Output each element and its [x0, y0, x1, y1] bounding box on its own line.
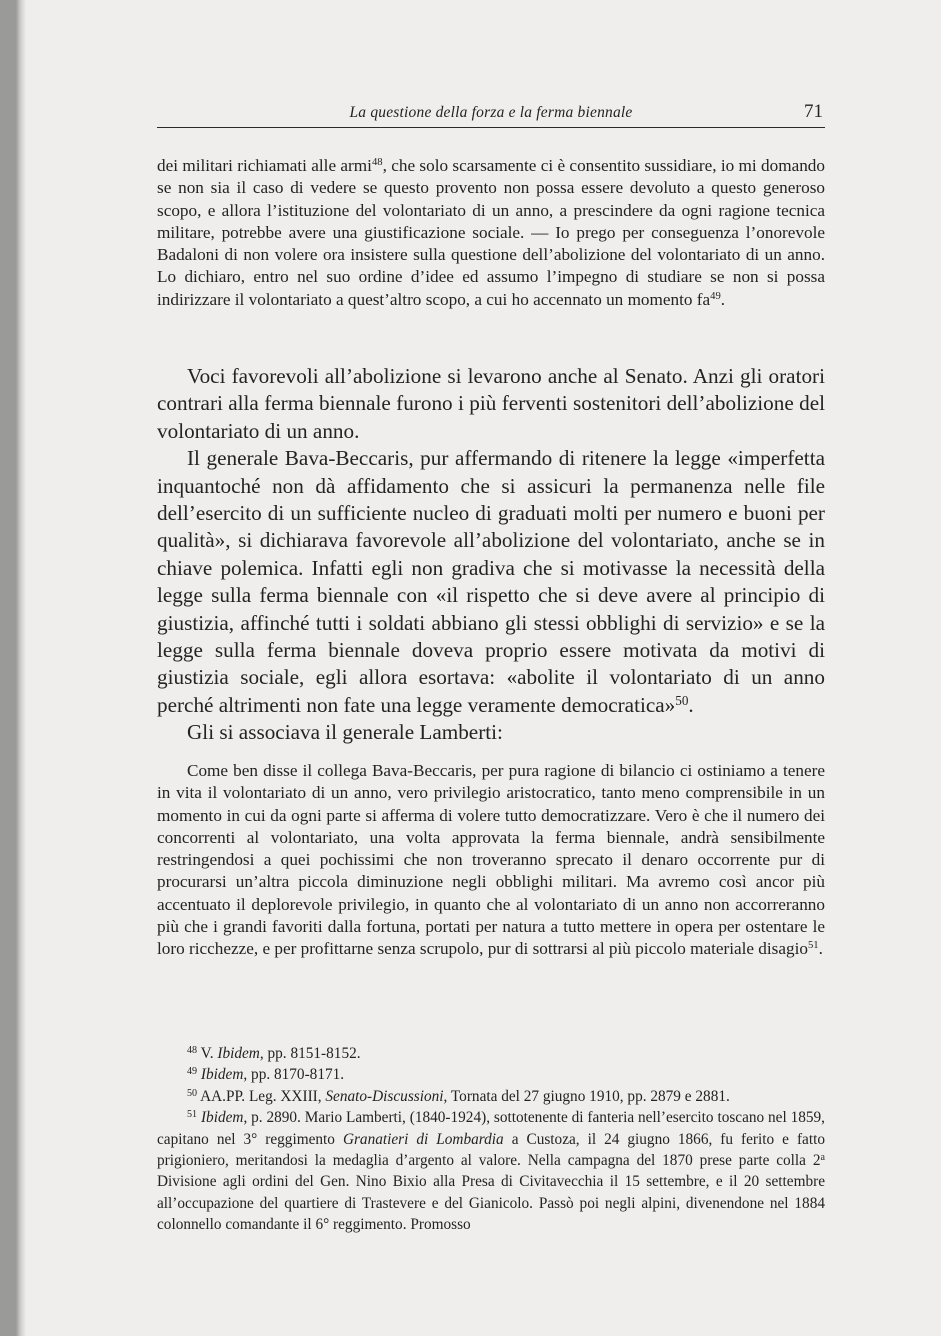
footnote-51: $^{51}$ Ibidem, p. 2890. Mario Lamberti, (1840-1924), sottotenente di fanteria nell’esercito toscano nel 1859, capitano nel 3° reggimento Granatieri di Lombardia a Custoza, il 24 giugno 1866, fu ferito e fatto prigioniero, meritandosi la medaglia d’argento al valore. Nella campagna del 1870 prese parte colla 2$^a$ Divisione agli ordini del Gen. Nino Bixio alla Presa di Civitavecchia il 15 settembre, e il 20 settembre all’occupazione del quartiere di Trastevere e del Gianicolo. Passò poi negli alpini, divenendone nel 1884 colonnello comandante il 6° reggimento. Promosso	[157, 1109, 826, 1234]
footnote-ref-48: 48	[371, 157, 383, 169]
body-text	[157, 363, 825, 747]
page-number: 71	[804, 101, 823, 122]
running-header	[157, 103, 825, 128]
paragraph: Gli si associava il generale Lamberti:	[187, 720, 503, 745]
block-quote	[157, 760, 825, 961]
footnote-50: $^{50}$ AA.PP. Leg. XXIII, Senato-Discussioni, Tornata del 27 giugno 1910, pp. 2879 e 2881.	[187, 1087, 730, 1105]
footnote-ref-51: 51	[807, 940, 819, 952]
binding-shadow	[0, 0, 26, 1336]
footnote-ref-49: 49	[710, 290, 721, 302]
quote-paragraph: Come ben disse il collega Bava-Beccaris, per pura ragione di bilancio ci ostiniamo a tenere in vita il volontariato di un anno, vero privilegio aristocratico, tanto meno comprensibile in un momento in cui da ogni parte si afferma di volere tutto democratizzare. Vero è che il numero dei concorrenti al volontariato, una volta approvata la ferma biennale, andrà sensibilmente restringendosi a quei pochissimi che non troveranno sprecato il denaro occorrente pur di procurarsi un’altra piccola diminuzione negli obblighi militari. Ma avremo così ancor più accentuato il deplorevole privilegio, in quanto che al volontariato di un anno non accorreranno più che i grandi favoriti dalla fortuna, portati per natura a tutto mettere in opera per ostentare le loro ricchezze, e per profittarne senza scrupolo, pur di sottrarsi al più piccolo materiale disagio$^{51}$.	[157, 761, 825, 959]
footnote-49: $^{49}$ Ibidem, pp. 8170-8171.	[187, 1066, 345, 1084]
paragraph: Il generale Bava-Beccaris, pur affermando di ritenere la legge «imperfetta inquantoché non dà affidamento che si assicuri la permanenza nelle file dell’esercito di un sufficiente nucleo di graduati molti per numero e buoni per qualità», si dichiarava favorevole all’abolizione del volontariato, anche se in chiave polemica. Infatti egli non gradiva che si motivasse la necessità della legge sulla ferma biennale con «il rispetto che si deve avere al principio di giustizia, affinché tutti i soldati abbiano gli stessi obblighi di servizio» e se la legge sulla ferma biennale doveva proprio essere motivata da motivi di giustizia sociale, egli allora esortava: «abolite il volontariato di un anno perché altrimenti non fate una legge veramente democratica»$^{50}$.	[157, 446, 825, 717]
paragraph: Voci favorevoli all’abolizione si levarono anche al Senato. Anzi gli oratori contrari alla ferma biennale furono i più ferventi sostenitori dell’abolizione del volontariato di un anno.	[157, 364, 825, 443]
running-title: La questione della forza e la ferma biennale	[349, 104, 633, 121]
footnote-ref-50: 50	[675, 692, 689, 708]
quote-text: , che solo scarsamente ci è consentito sussidiare, io mi domando se non sia il caso di vedere se questo provento non possa essere devoluto a questo generoso scopo, e allora l’istituzione del volontariato di un anno, a prescindere da ogni ragione tecnica militare, potrebbe avere una giustificazione sociale. — Io prego per conseguenza l’onorevole Badaloni di non volere ora insistere sulla questione dell’abolizione del volontariato di un anno. Lo dichiaro, entro nel suo ordine d’idee ed assumo l’impegno di studiare se non si possa indirizzare il volontariato a quest’altro scopo, a cui ho accennato un momento fa	[157, 156, 825, 309]
block-quote-continuation: dei militari richiamati alle armi$^{48}$, che solo scarsamente ci è consentito sussidiare, io mi domando se non sia il caso di vedere se questo provento non possa essere devoluto a questo generoso scopo, e allora l’istituzione del volontariato di un anno, a prescindere da ogni ragione tecnica militare, potrebbe avere una giustificazione sociale. — Io prego per conseguenza l’onorevole Badaloni di non volere ora insistere sulla questione dell’abolizione del volontariato di un anno. Lo dichiaro, entro nel suo ordine d’idee ed assumo l’impegno di studiare se non si possa indirizzare il volontariato a quest’altro scopo, a cui ho accennato un momento $fa^{49}$.	[157, 156, 825, 309]
footnotes	[157, 1043, 825, 1236]
footnote-48: $^{48}$ V. Ibidem, pp. 8151-8152.	[187, 1044, 361, 1062]
quote-text: dei militari richiamati alle armi	[157, 156, 372, 175]
